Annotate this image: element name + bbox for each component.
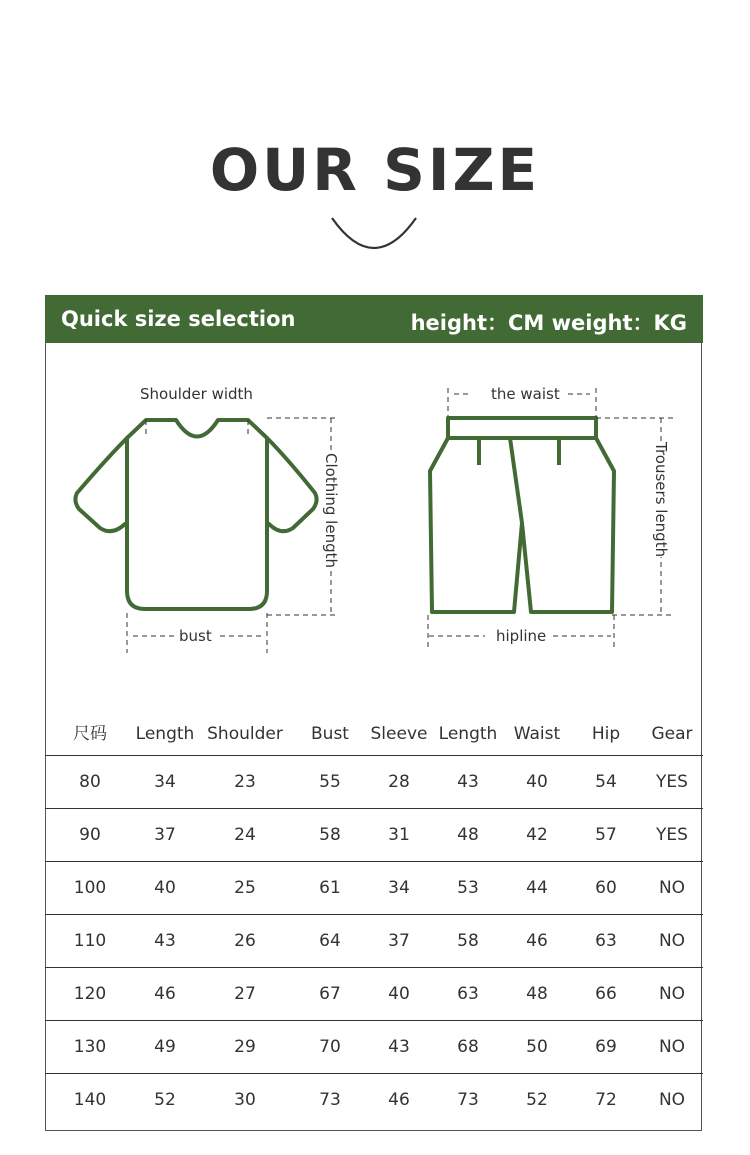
cell-gear: NO xyxy=(658,1089,686,1110)
cell-gear: NO xyxy=(658,930,686,951)
shorts-outline-icon xyxy=(430,418,614,612)
clothing-length-label: Clothing length xyxy=(322,453,340,568)
cell-length: 46 xyxy=(154,983,176,1004)
table-row xyxy=(45,1020,703,1073)
cell-bust: 58 xyxy=(319,824,341,845)
tshirt-outline-icon xyxy=(75,420,316,609)
table-header-row xyxy=(45,688,703,755)
cell-trouser-length: 68 xyxy=(457,1036,479,1057)
cell-sleeve: 34 xyxy=(388,877,410,898)
cell-gear: NO xyxy=(658,877,686,898)
cell-size: 80 xyxy=(79,771,101,792)
header-shoulder: Shoulder xyxy=(207,723,283,744)
cell-shoulder: 30 xyxy=(234,1089,256,1110)
cell-shoulder: 27 xyxy=(234,983,256,1004)
cell-waist: 46 xyxy=(526,930,548,951)
cell-waist: 44 xyxy=(526,877,548,898)
cell-sleeve: 43 xyxy=(388,1036,410,1057)
cell-shoulder: 29 xyxy=(234,1036,256,1057)
cell-length: 52 xyxy=(154,1089,176,1110)
cell-bust: 70 xyxy=(319,1036,341,1057)
cell-gear: NO xyxy=(658,1036,686,1057)
table-row xyxy=(45,808,703,861)
cell-length: 37 xyxy=(154,824,176,845)
cell-sleeve: 40 xyxy=(388,983,410,1004)
cell-hip: 66 xyxy=(595,983,617,1004)
cell-trouser-length: 73 xyxy=(457,1089,479,1110)
cell-bust: 64 xyxy=(319,930,341,951)
cell-length: 34 xyxy=(154,771,176,792)
table-row xyxy=(45,914,703,967)
cell-sleeve: 31 xyxy=(388,824,410,845)
cell-hip: 54 xyxy=(595,771,617,792)
cell-length: 43 xyxy=(154,930,176,951)
cell-size: 140 xyxy=(73,1089,107,1110)
measurement-diagram xyxy=(45,343,703,688)
cell-hip: 69 xyxy=(595,1036,617,1057)
table-row xyxy=(45,967,703,1020)
cell-hip: 72 xyxy=(595,1089,617,1110)
header-hip: Hip xyxy=(591,723,621,744)
cell-sleeve: 46 xyxy=(388,1089,410,1110)
bust-label: bust xyxy=(179,627,212,645)
cell-size: 90 xyxy=(79,824,101,845)
hipline-label: hipline xyxy=(496,627,547,645)
cell-hip: 57 xyxy=(595,824,617,845)
shoulder-width-label: Shoulder width xyxy=(140,385,253,403)
header-gear: Gear xyxy=(651,723,693,744)
quick-size-bar xyxy=(45,295,703,343)
header-length: Length xyxy=(135,723,195,744)
cell-length: 40 xyxy=(154,877,176,898)
cell-size: 100 xyxy=(73,877,107,898)
cell-waist: 42 xyxy=(526,824,548,845)
header-bust: Bust xyxy=(311,723,349,744)
smile-curve-icon xyxy=(330,214,420,254)
cell-shoulder: 23 xyxy=(234,771,256,792)
cell-hip: 60 xyxy=(595,877,617,898)
header-trouser-length: Length xyxy=(438,723,498,744)
cell-bust: 73 xyxy=(319,1089,341,1110)
table-row xyxy=(45,1073,703,1126)
cell-waist: 52 xyxy=(526,1089,548,1110)
cell-gear: YES xyxy=(656,771,688,792)
cell-bust: 61 xyxy=(319,877,341,898)
cell-size: 120 xyxy=(73,983,107,1004)
cell-waist: 48 xyxy=(526,983,548,1004)
quick-size-label: Quick size selection xyxy=(61,307,296,331)
cell-hip: 63 xyxy=(595,930,617,951)
trousers-length-label: Trousers length xyxy=(652,442,670,558)
header-waist: Waist xyxy=(513,723,561,744)
page-title: OUR SIZE xyxy=(209,136,541,204)
cell-trouser-length: 48 xyxy=(457,824,479,845)
cell-gear: NO xyxy=(658,983,686,1004)
cell-shoulder: 25 xyxy=(234,877,256,898)
cell-length: 49 xyxy=(154,1036,176,1057)
cell-waist: 40 xyxy=(526,771,548,792)
table-row xyxy=(45,755,703,808)
header-sleeve: Sleeve xyxy=(370,723,428,744)
waist-label: the waist xyxy=(491,385,560,403)
cell-shoulder: 26 xyxy=(234,930,256,951)
cell-size: 130 xyxy=(73,1036,107,1057)
cell-shoulder: 24 xyxy=(234,824,256,845)
cell-trouser-length: 58 xyxy=(457,930,479,951)
cell-size: 110 xyxy=(73,930,107,951)
cell-sleeve: 28 xyxy=(388,771,410,792)
cell-sleeve: 37 xyxy=(388,930,410,951)
cell-trouser-length: 43 xyxy=(457,771,479,792)
cell-bust: 55 xyxy=(319,771,341,792)
size-table xyxy=(45,688,703,1126)
cell-trouser-length: 63 xyxy=(457,983,479,1004)
cell-waist: 50 xyxy=(526,1036,548,1057)
units-label: height：CM weight：KG xyxy=(410,311,687,335)
table-row xyxy=(45,861,703,914)
cell-trouser-length: 53 xyxy=(457,877,479,898)
cell-bust: 67 xyxy=(319,983,341,1004)
header-size: 尺码 xyxy=(73,723,107,744)
cell-gear: YES xyxy=(656,824,688,845)
